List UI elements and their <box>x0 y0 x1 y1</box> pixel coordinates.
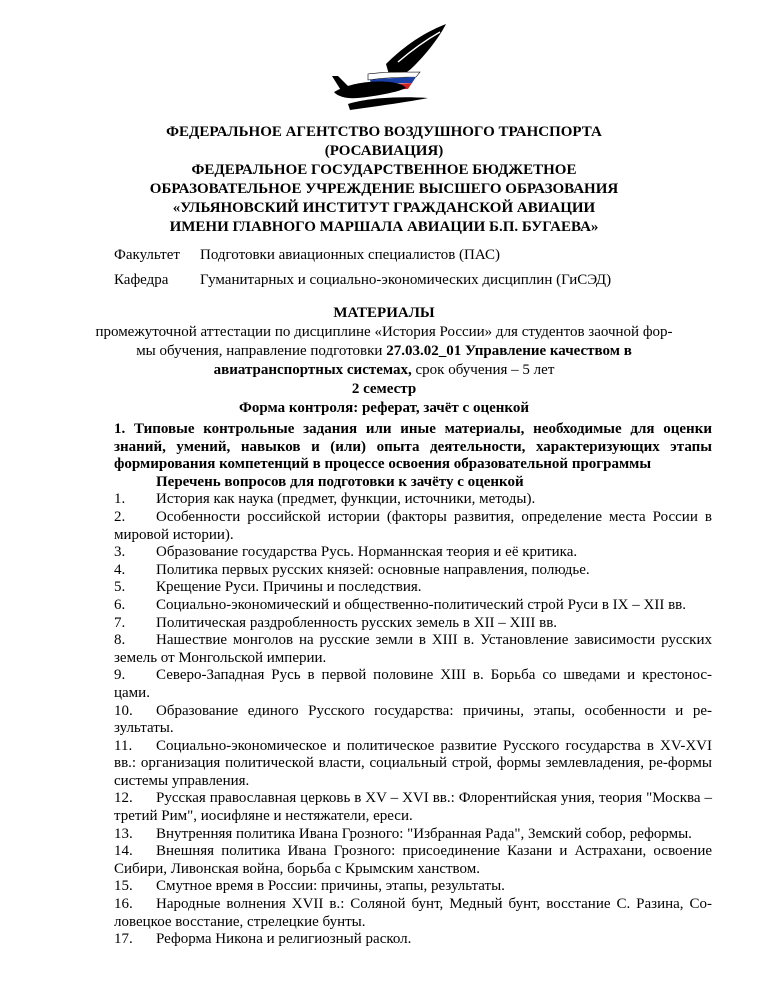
question-text: Особенности российской истории (факторы развития, определение места России в мировой истории). <box>114 508 712 543</box>
question-item <box>114 878 712 896</box>
question-text: Северо-Западная Русь в первой половине XIII в. Борьба со шведами и крестонос-цами. <box>114 667 712 701</box>
section-heading: 1. Типовые контрольные задания или иные материалы, необходимые для оценки знаний, умений, навыков и (или) опыта деятельности, характеризующих этапы формирования компетенций в процессе освоения образовательной программы <box>114 421 712 473</box>
question-number: 17. <box>114 931 133 948</box>
question-text: Реформа Никона и религиозный раскол. <box>156 931 412 948</box>
question-item <box>114 826 712 844</box>
question-number: 1. <box>114 491 126 508</box>
question-number: 13. <box>114 825 133 842</box>
question-item <box>114 562 712 580</box>
question-item <box>114 738 712 791</box>
control-form: Форма контроля: реферат, зачёт с оценкой <box>239 400 529 416</box>
institution-header <box>100 123 668 237</box>
question-item <box>114 667 712 702</box>
question-number: 5. <box>114 579 126 596</box>
aviation-logo-icon <box>328 22 448 114</box>
question-text: Образование государства Русь. Норманнская теория и её критика. <box>156 544 578 561</box>
question-number: 8. <box>114 632 126 649</box>
question-item <box>114 509 712 544</box>
question-text: Внешняя политика Ивана Грозного: присоединение Казани и Астрахани, освоение Сибири, Ливонская война, борьба с Крымским ханством. <box>114 843 712 877</box>
header-line: ФЕДЕРАЛЬНОЕ ГОСУДАРСТВЕННОЕ БЮДЖЕТНОЕ <box>191 162 577 178</box>
question-number: 2. <box>114 508 126 525</box>
header-line: ИМЕНИ ГЛАВНОГО МАРШАЛА АВИАЦИИ Б.П. БУГАЕВА» <box>169 219 599 235</box>
question-item <box>114 790 712 825</box>
question-item <box>114 931 712 949</box>
question-number: 10. <box>114 702 133 719</box>
document-heading: МАТЕРИАЛЫ <box>333 305 435 321</box>
question-text: Политика первых русских князей: основные направления, полюдье. <box>156 561 590 578</box>
faculty-label: Факультет <box>114 247 180 263</box>
study-duration: срок обучения – 5 лет <box>411 362 555 378</box>
question-number: 6. <box>114 596 126 613</box>
question-item <box>114 491 712 509</box>
question-text: Социально-экономический и общественно-политический строй Руси в IX – XII вв. <box>156 596 687 613</box>
question-item <box>114 703 712 738</box>
header-line: ФЕДЕРАЛЬНОЕ АГЕНТСТВО ВОЗДУШНОГО ТРАНСПОРТА <box>166 124 602 140</box>
question-item <box>114 597 712 615</box>
question-list <box>114 491 712 948</box>
question-number: 3. <box>114 544 126 561</box>
document-body <box>114 421 712 949</box>
department-value: Гуманитарных и социально-экономических дисциплин (ГиСЭД) <box>200 272 612 288</box>
question-text: Крещение Руси. Причины и последствия. <box>156 579 422 596</box>
question-number: 14. <box>114 843 133 860</box>
question-text: Социально-экономическое и политическое развитие Русского государства в XV-XVI вв.: организация политической власти, социальный строй, формы землевладения, ре-формы системы управления. <box>114 737 712 789</box>
question-item <box>114 632 712 667</box>
question-number: 4. <box>114 561 126 578</box>
program-code: 27.03.02_01 Управление качеством в авиатранспортных системах, <box>213 343 632 378</box>
question-item <box>114 615 712 633</box>
description-intro: промежуточной аттестации по дисциплине «История России» для студентов заочной фор-мы обучения, направление подготовки <box>95 324 673 359</box>
header-line: (РОСАВИАЦИЯ) <box>324 143 444 159</box>
question-text: Русская православная церковь в XV – XVI вв.: Флорентийская уния, теория "Москва – третий Рим", иосифляне и нестяжатели, ереси. <box>114 790 712 825</box>
document-description <box>90 323 678 380</box>
question-text: Политическая раздробленность русских земель в XII – XIII вв. <box>156 614 558 631</box>
question-number: 7. <box>114 614 126 631</box>
question-text: Нашествие монголов на русские земли в XIII в. Установление зависимости русских земель от Монгольской империи. <box>114 632 712 666</box>
section-subheading: Перечень вопросов для подготовки к зачёту с оценкой <box>156 473 524 490</box>
document-title-block <box>90 304 678 418</box>
faculty-value: Подготовки авиационных специалистов (ПАС) <box>200 247 500 263</box>
question-text: История как наука (предмет, функции, источники, методы). <box>156 491 536 508</box>
department-label: Кафедра <box>114 272 169 288</box>
header-line: «УЛЬЯНОВСКИЙ ИНСТИТУТ ГРАЖДАНСКОЙ АВИАЦИИ <box>172 200 596 216</box>
question-text: Смутное время в России: причины, этапы, результаты. <box>156 878 505 895</box>
question-number: 9. <box>114 667 126 684</box>
question-number: 11. <box>114 737 133 754</box>
question-item <box>114 843 712 878</box>
question-number: 15. <box>114 878 133 895</box>
question-item <box>114 896 712 931</box>
question-number: 16. <box>114 896 133 913</box>
semester: 2 семестр <box>351 381 417 397</box>
question-text: Образование единого Русского государства: причины, этапы, особенности и ре-зультаты. <box>114 702 712 737</box>
header-line: ОБРАЗОВАТЕЛЬНОЕ УЧРЕЖДЕНИЕ ВЫСШЕГО ОБРАЗОВАНИЯ <box>149 181 619 197</box>
question-item <box>114 579 712 597</box>
question-item <box>114 544 712 562</box>
question-text: Внутренняя политика Ивана Грозного: "Избранная Рада", Земский собор, реформы. <box>156 825 692 842</box>
question-text: Народные волнения XVII в.: Соляной бунт, Медный бунт, восстание С. Разина, Со-ловецкое восстание, стрелецкие бунты. <box>114 896 712 930</box>
question-number: 12. <box>114 790 133 807</box>
